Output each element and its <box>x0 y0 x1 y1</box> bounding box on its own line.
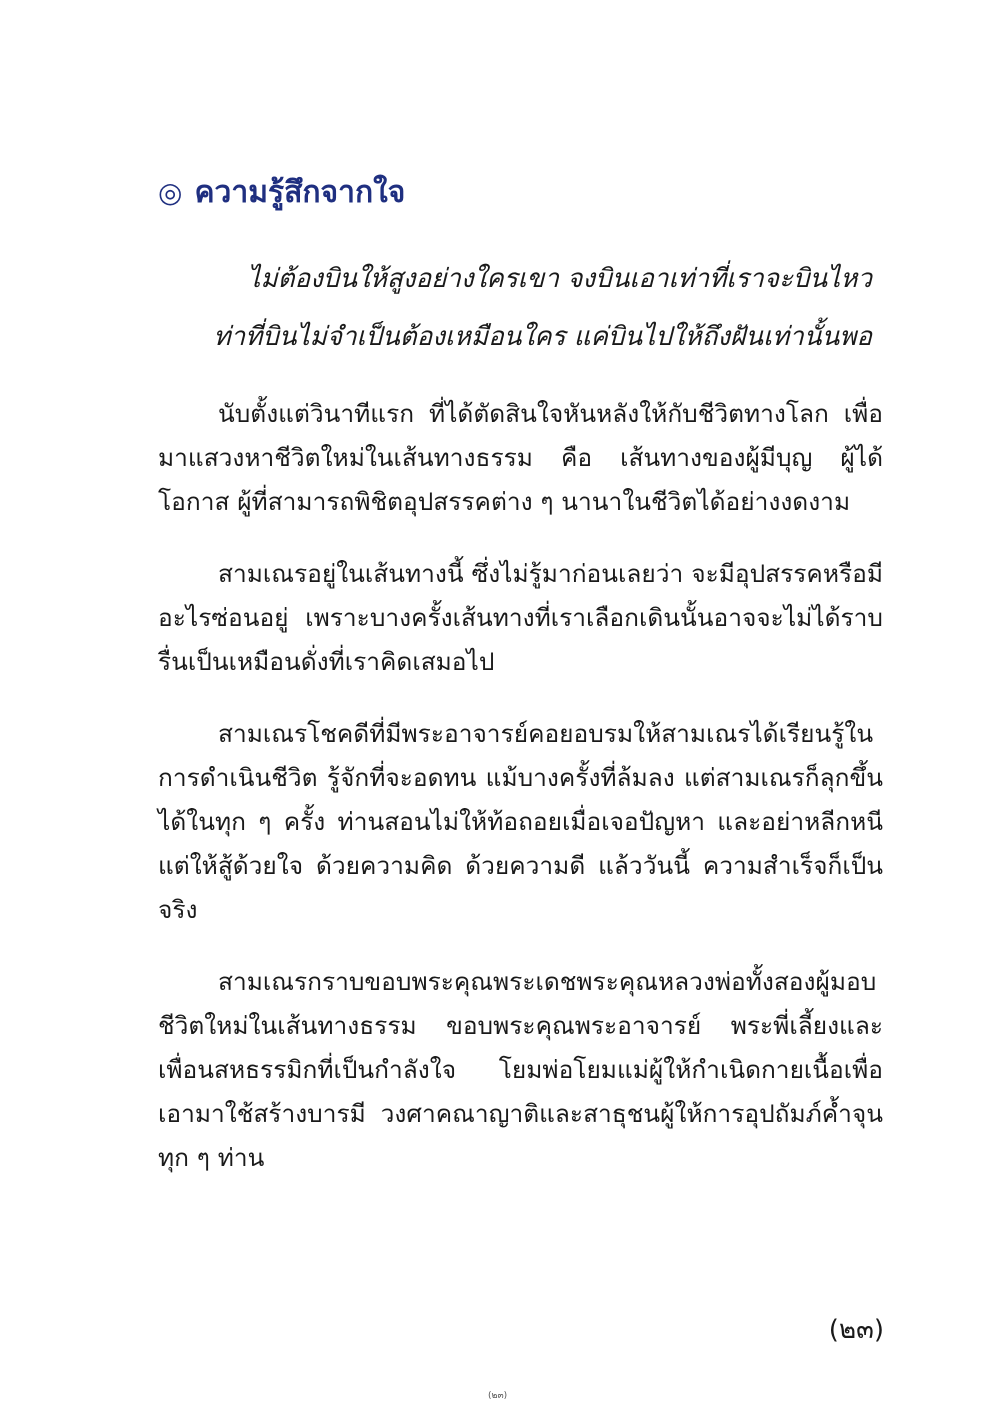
page-number: (๒๓) <box>828 1315 884 1345</box>
poem-block <box>152 250 872 366</box>
section-title: ความรู้สึกจากใจ <box>194 175 406 210</box>
section-heading <box>158 170 405 216</box>
paragraph: สามเณรกราบขอบพระคุณพระเดชพระคุณหลวงพ่อทั้งสองผู้มอบชีวิตใหม่ในเส้นทางธรรม ขอบพระคุณพระอาจารย์ พระพี่เลี้ยงและเพื่อนสหธรรมิกที่เป็นกำลังใจ โยมพ่อโยมแม่ผู้ให้กำเนิดกายเนื้อเพื่อเอามาใช้สร้างบารมี วงศาคณาญาติและสาธุชนผู้ให้การอุปถัมภ์ค้ำจุนทุก ๆ ท่าน <box>158 967 883 1172</box>
footer-page-mark: (๒๓) <box>488 1391 508 1401</box>
paragraph: สามเณรโชคดีที่มีพระอาจารย์คอยอบรมให้สามเณรได้เรียนรู้ในการดำเนินชีวิต รู้จักที่จะอดทน แม้บางครั้งที่ล้มลง แต่สามเณรก็ลุกขึ้นได้ในทุก ๆ ครั้ง ท่านสอนไม่ให้ท้อถอยเมื่อเจอปัญหา และอย่าหลีกหนี แต่ให้สู้ด้วยใจ ด้วยความคิด ด้วยความดี แล้ววันนี้ ความสำเร็จก็เป็นจริง <box>158 719 883 924</box>
body-text <box>158 392 883 1208</box>
circle-bullet-icon: ◎ <box>158 176 183 209</box>
poem-line: ท่าที่บินไม่จำเป็นต้องเหมือนใคร แค่บินไปให้ถึงฝันเท่านั้นพอ <box>213 322 872 352</box>
paragraph: นับตั้งแต่วินาทีแรก ที่ได้ตัดสินใจหันหลังให้กับชีวิตทางโลก เพื่อมาแสวงหาชีวิตใหม่ในเส้นทางธรรม คือ เส้นทางของผู้มีบุญ ผู้ได้โอกาส ผู้ที่สามารถพิชิตอุปสรรคต่าง ๆ นานาในชีวิตได้อย่างงดงาม <box>158 399 883 516</box>
poem-line: ไม่ต้องบินให้สูงอย่างใครเขา จงบินเอาเท่าที่เราจะบินไหว <box>247 264 872 294</box>
paragraph: สามเณรอยู่ในเส้นทางนี้ ซึ่งไม่รู้มาก่อนเลยว่า จะมีอุปสรรคหรือมีอะไรซ่อนอยู่ เพราะบางครั้งเส้นทางที่เราเลือกเดินนั้นอาจจะไม่ได้ราบรื่นเป็นเหมือนดั่งที่เราคิดเสมอไป <box>158 559 883 676</box>
